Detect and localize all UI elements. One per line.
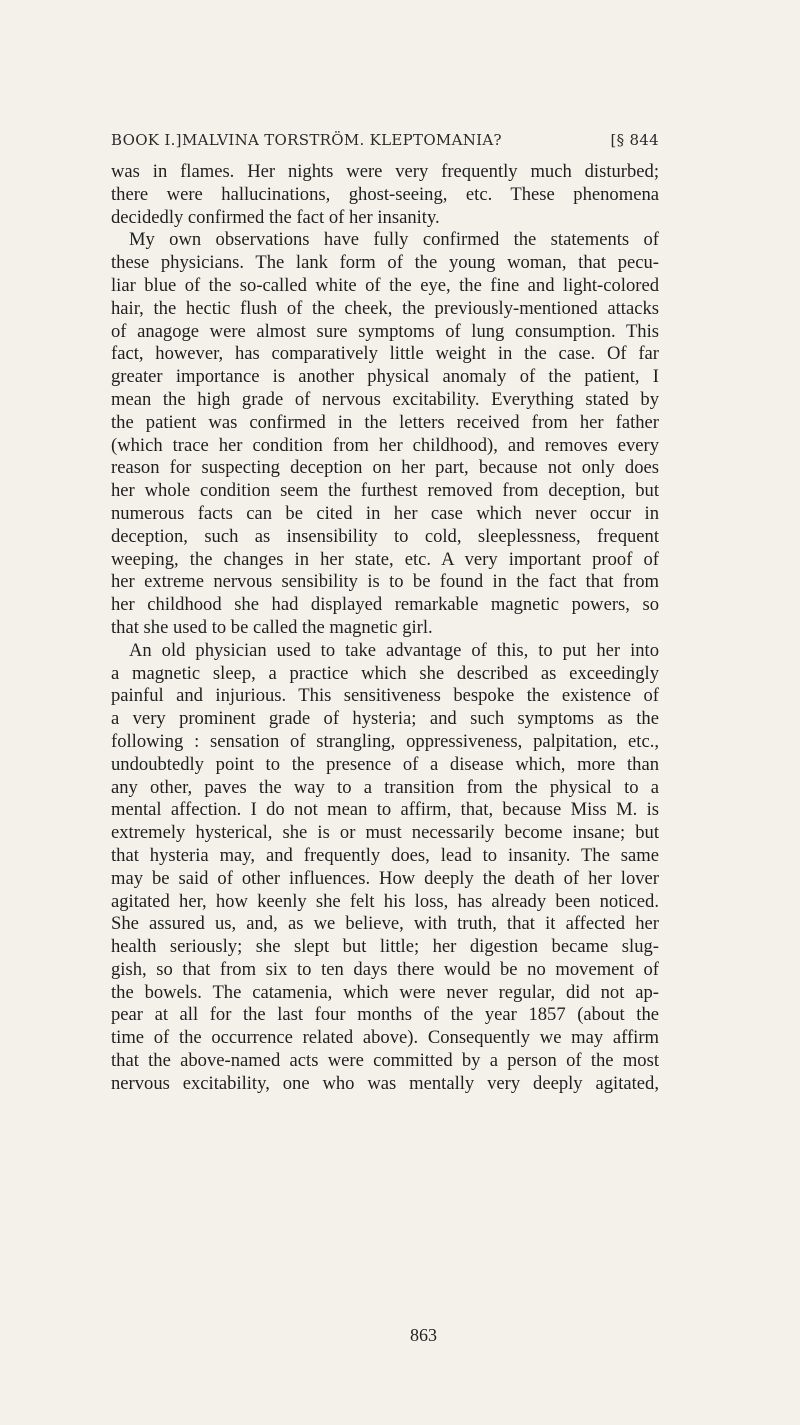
text-line: time of the occurrence related above). Consequently we may affirm: [111, 1027, 659, 1049]
header-book-label: BOOK I.]: [111, 131, 182, 149]
text-line: liar blue of the so-called white of the eye, the fine and light-colored: [111, 274, 659, 296]
text-line: reason for suspecting deception on her part, because not only does: [111, 457, 659, 479]
text-line: mean the high grade of nervous excitability. Everything stated by: [111, 388, 659, 410]
text-line: was in flames. Her nights were very frequently much disturbed;: [111, 161, 659, 182]
header-section: [§ 844: [610, 131, 659, 149]
text-line: that she used to be called the magnetic girl.: [111, 616, 433, 638]
text-line: mental affection. I do not mean to affirm, that, because Miss M. is: [111, 799, 659, 821]
text-line: the bowels. The catamenia, which were never regular, did not ap-: [111, 981, 659, 1003]
text-line: her extreme nervous sensibility is to be found in the fact that from: [111, 571, 659, 593]
text-line: extremely hysterical, she is or must necessarily become insane; but: [111, 822, 659, 844]
text-line: greater importance is another physical anomaly of the patient, I: [111, 366, 659, 388]
text-line: decidedly confirmed the fact of her insanity.: [111, 206, 440, 228]
text-line: (which trace her condition from her childhood), and removes every: [111, 434, 659, 456]
body-text: [111, 161, 659, 1096]
text-line: My own observations have fully confirmed the statements of: [129, 229, 659, 251]
page-number: 863: [410, 1325, 437, 1345]
text-line: hair, the hectic flush of the cheek, the previously-mentioned attacks: [111, 297, 659, 319]
text-line: health seriously; she slept but little; her digestion became slug-: [111, 936, 659, 958]
text-line: undoubtedly point to the presence of a disease which, more than: [111, 753, 659, 775]
text-line: weeping, the changes in her state, etc. A very important proof of: [111, 548, 659, 570]
text-line: numerous facts can be cited in her case which never occur in: [111, 502, 659, 524]
text-line: of anagoge were almost sure symptoms of lung consumption. This: [111, 320, 659, 342]
running-header: [111, 131, 659, 155]
text-line: fact, however, has comparatively little weight in the case. Of far: [111, 343, 659, 365]
header-title: MALVINA TORSTRÖM. KLEPTOMANIA?: [182, 131, 502, 149]
text-line: She assured us, and, as we believe, with truth, that it affected her: [111, 913, 659, 935]
text-line: that the above-named acts were committed by a person of the most: [111, 1050, 659, 1072]
text-line: that hysteria may, and frequently does, lead to insanity. The same: [111, 844, 659, 866]
text-line: An old physician used to take advantage of this, to put her into: [129, 639, 659, 661]
text-line: may be said of other influences. How deeply the death of her lover: [111, 867, 659, 889]
text-line: these physicians. The lank form of the young woman, that pecu-: [111, 252, 659, 274]
text-line: any other, paves the way to a transition from the physical to a: [111, 776, 659, 798]
text-line: deception, such as insensibility to cold, sleeplessness, frequent: [111, 525, 659, 547]
text-line: agitated her, how keenly she felt his loss, has already been noticed.: [111, 890, 659, 912]
text-line: following : sensation of strangling, oppressiveness, palpitation, etc.,: [111, 730, 659, 752]
text-line: the patient was confirmed in the letters received from her father: [111, 411, 659, 433]
text-line: pear at all for the last four months of the year 1857 (about the: [111, 1004, 659, 1026]
text-line: painful and injurious. This sensitiveness bespoke the existence of: [111, 685, 659, 707]
text-line: nervous excitability, one who was mentally very deeply agitated,: [111, 1072, 659, 1094]
text-line: gish, so that from six to ten days there would be no movement of: [111, 958, 659, 980]
text-line: a very prominent grade of hysteria; and such symptoms as the: [111, 708, 659, 730]
text-line: a magnetic sleep, a practice which she described as exceedingly: [111, 662, 659, 684]
text-line: her whole condition seem the furthest removed from deception, but: [111, 480, 659, 502]
text-line: her childhood she had displayed remarkable magnetic powers, so: [111, 594, 659, 616]
text-line: there were hallucinations, ghost-seeing, etc. These phenomena: [111, 183, 659, 205]
